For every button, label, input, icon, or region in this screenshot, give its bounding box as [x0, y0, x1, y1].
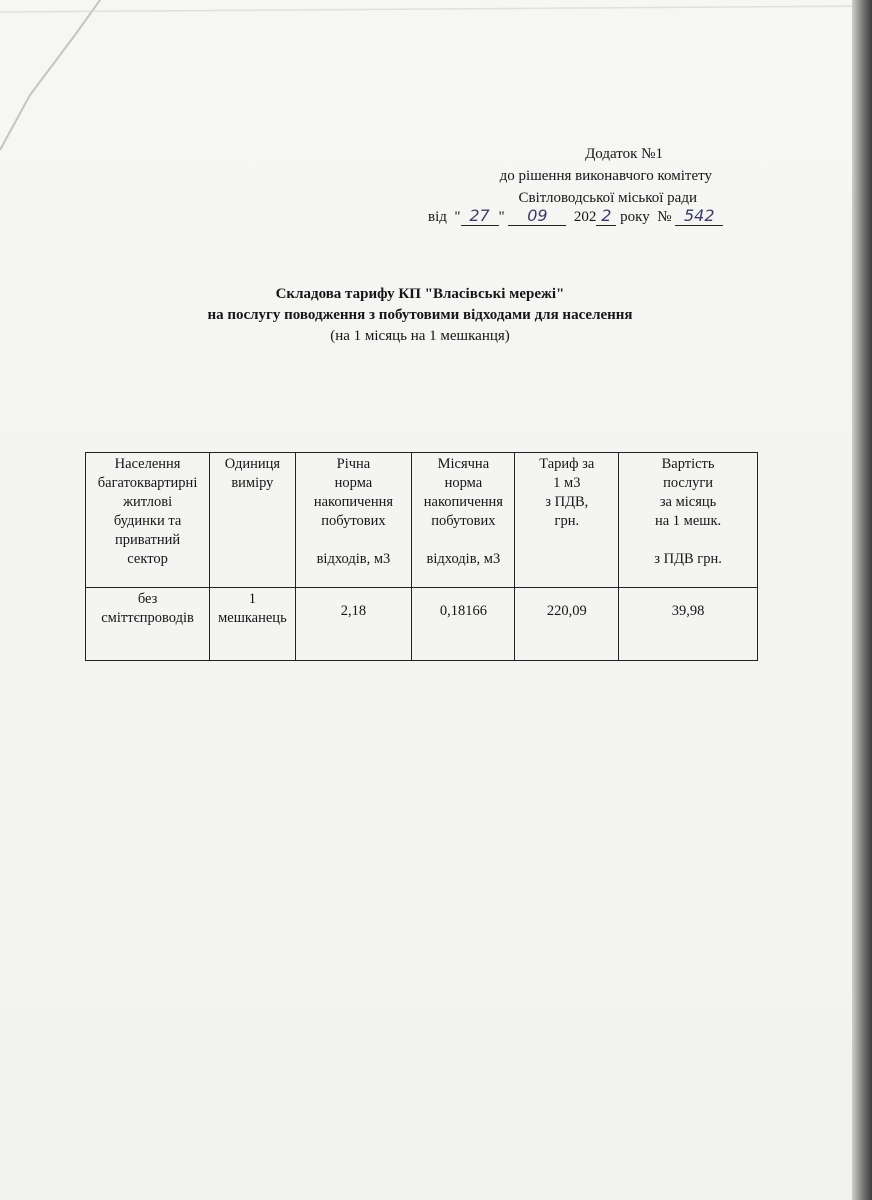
- header-annual-norm: Річна норма накопичення побутових відходів, м3: [295, 453, 412, 588]
- appendix-decision: до рішення виконавчого комітету: [499, 168, 712, 184]
- date-year-suffix: 2: [596, 207, 616, 226]
- date-day: 27: [461, 207, 499, 226]
- appendix-header: [392, 143, 712, 209]
- cell-category: без сміттєпроводів: [86, 588, 210, 661]
- table-header-row: [86, 453, 758, 588]
- header-unit: Одиниця виміру: [210, 453, 295, 588]
- cell-monthly-norm: 0,18166: [412, 588, 515, 661]
- header-population: Населення багатоквартирні житлові будинки та приватний сектор: [86, 453, 210, 588]
- cell-unit: 1 мешканець: [210, 588, 295, 661]
- header-tariff: Тариф за 1 м3 з ПДВ, грн.: [515, 453, 619, 588]
- decision-date-line: від " 27 " 09 202 2 року № 542: [428, 206, 723, 228]
- cell-annual-norm: 2,18: [295, 588, 412, 661]
- number-sign: №: [657, 209, 672, 225]
- date-year-word: року: [620, 209, 650, 225]
- title-line-1: Складова тарифу КП "Власівські мережі": [275, 286, 565, 302]
- cell-monthly-cost: 39,98: [619, 588, 758, 661]
- title-line-2: на послугу поводження з побутовими відходами для населення: [207, 307, 633, 323]
- appendix-council: Світловодської міської ради: [518, 190, 697, 206]
- appendix-number: Додаток №1: [585, 146, 663, 162]
- cell-tariff: 220,09: [515, 588, 619, 661]
- date-prefix: від: [428, 209, 447, 225]
- date-year-prefix: 202: [573, 209, 597, 225]
- table-row: [86, 588, 758, 661]
- scan-edge-shadow: [852, 0, 872, 1200]
- title-line-3: (на 1 місяць на 1 мешканця): [330, 328, 510, 344]
- date-month: 09: [508, 207, 566, 226]
- decision-number: 542: [675, 207, 723, 226]
- document-title: [120, 284, 720, 347]
- header-monthly-cost: Вартість послуги за місяць на 1 мешк. з ПДВ грн.: [619, 453, 758, 588]
- header-monthly-norm: Місячна норма накопичення побутових відходів, м3: [412, 453, 515, 588]
- tariff-table: [85, 452, 758, 661]
